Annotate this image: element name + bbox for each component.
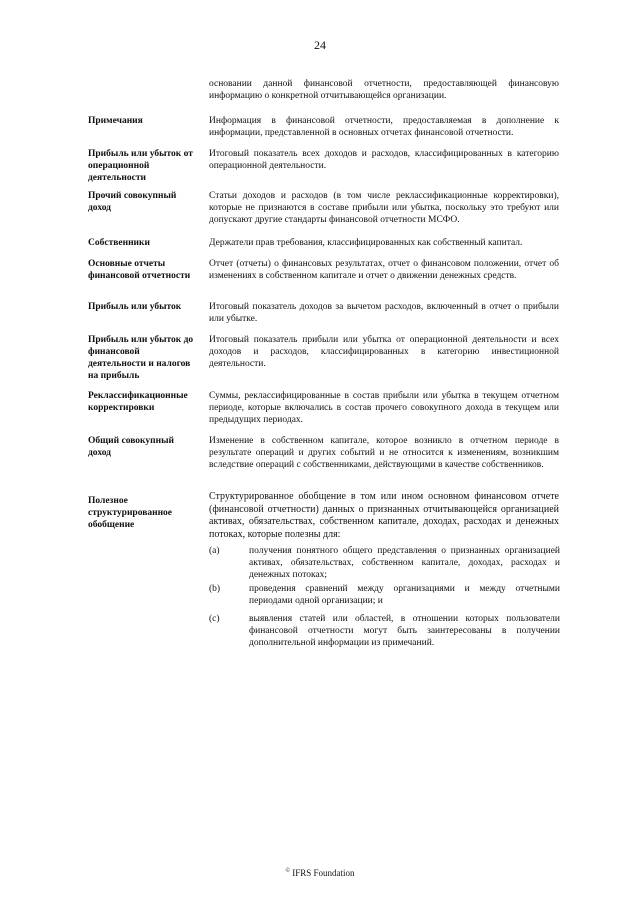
glossary-entry — [88, 334, 560, 382]
glossary-term: Прибыль или убыток — [88, 302, 182, 312]
glossary-definition: Статьи доходов и расходов (в том числе реклассификационные корректировки), которые не признаются в составе прибыли или убытка, поскольку это требуют или допускают другие стандарты финансовой отчетности МСФО. — [209, 191, 559, 225]
glossary-entry — [88, 148, 560, 184]
glossary-definition: Суммы, реклассифицированные в состав прибыли или убытка в текущем отчетном периоде, которые включались в состав прочего совокупного дохода в текущем или предыдущих периодах. — [209, 391, 559, 425]
glossary-entry — [88, 237, 560, 251]
glossary-term: Собственники — [88, 238, 150, 248]
page-number: 24 — [314, 38, 326, 52]
glossary-definition: Изменение в собственном капитале, которое возникло в отчетном периоде в результате операций и других событий и не относится к изменениям, возникшим вследствие операций с собственниками, действующими в качестве собственников. — [209, 436, 559, 470]
glossary-definition: Итоговый показатель прибыли или убытка от операционной деятельности и всех доходов и расходов, классифицированных в категорию инвестиционной деятельности. — [209, 335, 559, 369]
glossary-term: Общий совокупный доход — [88, 436, 174, 458]
list-text: проведения сравнений между организациями и между отчетными периодами одной организации; и — [249, 584, 560, 606]
glossary-definition: Итоговый показатель всех доходов и расходов, классифицированных в категорию операционной деятельности. — [209, 149, 559, 171]
glossary-entry — [88, 258, 560, 294]
glossary-term: Прибыль или убыток от операционной деятельности — [88, 149, 193, 183]
glossary-definition: Итоговый показатель доходов за вычетом расходов, включенный в отчет о прибыли или убытке. — [209, 302, 559, 324]
footer-copyright — [0, 868, 640, 878]
list-text: получения понятного общего представления о признанных организацией активах, обязательствах, собственном капитале, доходах, расходах и денежных потоках; — [249, 546, 560, 580]
copyright-symbol: © — [285, 868, 291, 874]
glossary-term: Полезное структурированное обобщение — [88, 496, 173, 530]
glossary-entry — [88, 390, 560, 426]
glossary-term: Прочий совокупный доход — [88, 191, 177, 213]
glossary-definition: Информация в финансовой отчетности, предоставляемая в дополнение к информации, представленной в основных отчетах финансовой отчетности. — [209, 116, 559, 138]
intro-continuation: основании данной финансовой отчетности, предоставляющей финансовую информацию о конкретной отчитывающейся организации. — [209, 79, 559, 101]
glossary-term: Реклассификационные корректировки — [88, 391, 188, 413]
glossary-entry — [88, 190, 560, 226]
list-marker: (a) — [209, 546, 220, 556]
glossary-term: Примечания — [88, 116, 143, 126]
glossary-entry — [88, 301, 560, 325]
footer-text: IFRS Foundation — [292, 868, 355, 878]
glossary-definition: Отчет (отчеты) о финансовых результатах, отчет о финансовом положении, отчет об изменениях в собственном капитале и отчет о движении денежных средств. — [209, 259, 559, 281]
glossary-entry — [88, 435, 560, 483]
list-marker: (b) — [209, 584, 221, 594]
glossary-entry — [88, 115, 560, 139]
list-marker: (c) — [209, 614, 220, 624]
list-text: выявления статей или областей, в отношении которых пользователи финансовой отчетности могут быть заинтересованы в получении дополнительной информации из примечаний. — [249, 614, 560, 648]
glossary-definition: Структурированное обобщение в том или ином основном финансовом отчете (финансовой отчетности) данных о признанных отчитывающейся организацией активах, обязательствах, собственном капитале, доходах, расходах и денежных потоках, которые полезны для: — [209, 491, 559, 540]
glossary-definition: Держатели прав требования, классифицированных как собственный капитал. — [209, 238, 523, 248]
glossary-term: Основные отчеты финансовой отчетности — [88, 259, 191, 281]
glossary-entry — [88, 491, 560, 541]
glossary-term: Прибыль или убыток до финансовой деятельности и налогов на прибыль — [88, 335, 194, 381]
